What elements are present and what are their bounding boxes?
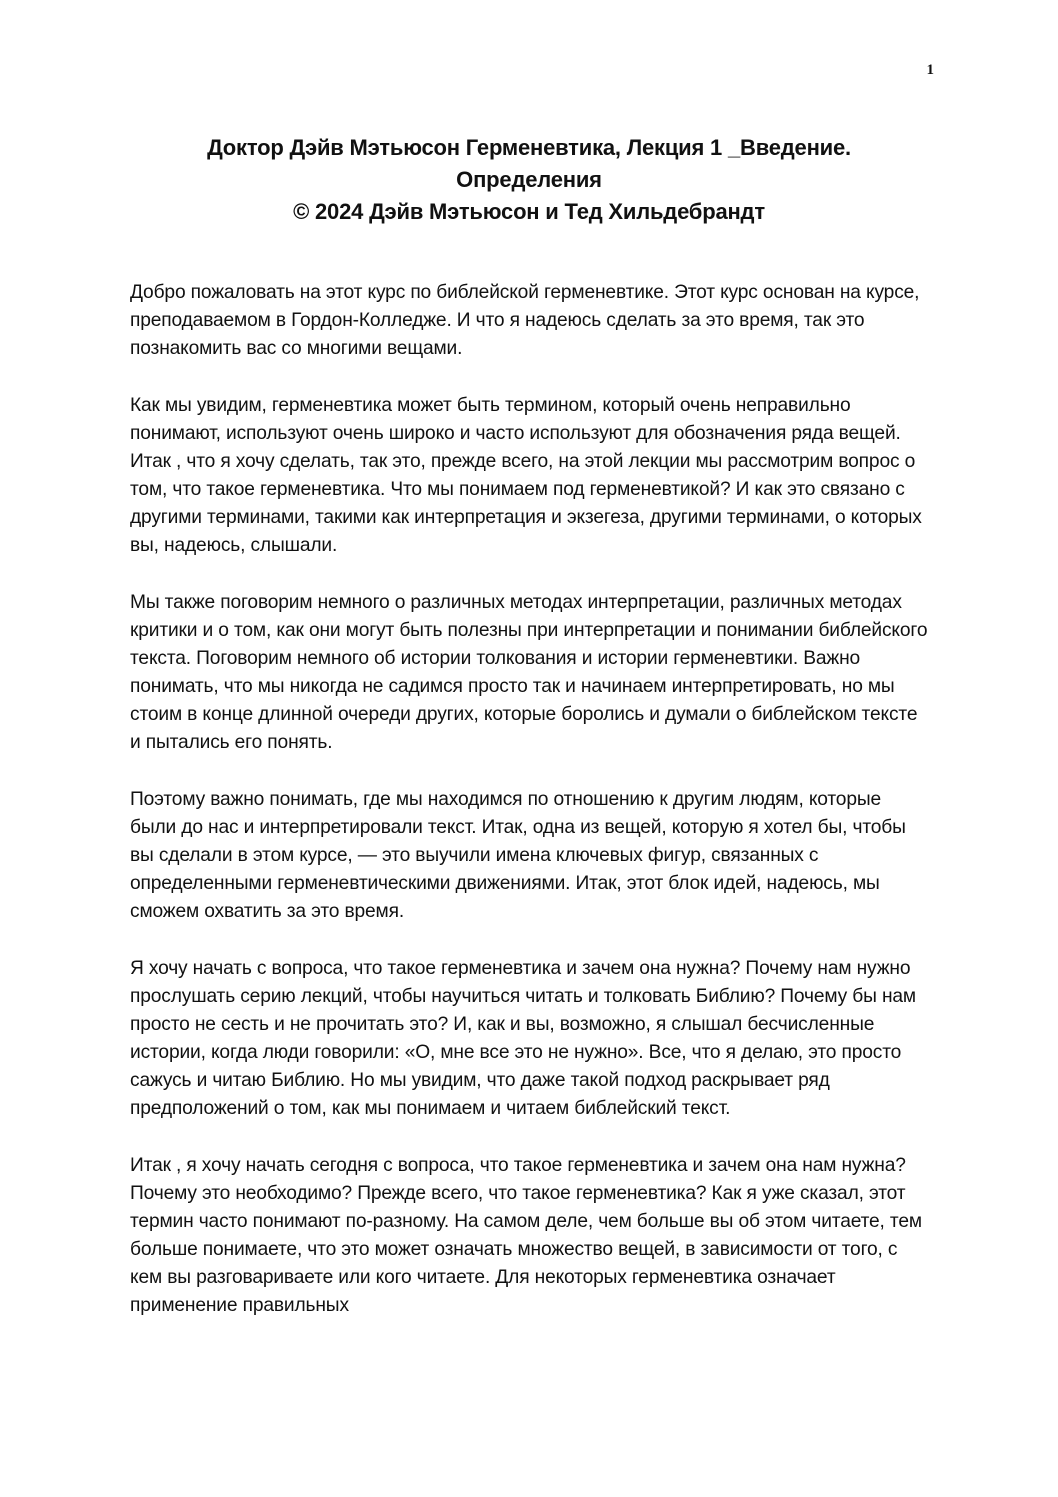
paragraph-3: Мы также поговорим немного о различных методах интерпретации, различных методах критики и о том, как они могут быть полезны при интерпретации и понимании библейского текста. Поговорим немного об истории толкования и истории герменевтики. Важно понимать, что мы никогда не садимся просто так и начинаем интерпретировать, но мы стоим в конце длинной очереди других, которые боролись и думали о библейском тексте и пытались его понять. bbox=[130, 592, 928, 753]
title-line-2: Определения bbox=[456, 167, 602, 192]
paragraph-2: Как мы увидим, герменевтика может быть термином, который очень неправильно понимают, используют очень широко и часто используют для обозначения ряда вещей. Итак , что я хочу сделать, так это, прежде всего, на этой лекции мы рассмотрим вопрос о том, что такое герменевтика. Что мы понимаем под герменевтикой? И как это связано с другими терминами, такими как интерпретация и экзегеза, другими терминами, о которых вы, надеюсь, слышали. bbox=[130, 395, 922, 556]
paragraph-5: Я хочу начать с вопроса, что такое герменевтика и зачем она нужна? Почему нам нужно прослушать серию лекций, чтобы научиться читать и толковать Библию? Почему бы нам просто не сесть и не прочитать это? И, как и вы, возможно, я слышал бесчисленные истории, когда люди говорили: «О, мне все это не нужно». Все, что я делаю, это просто сажусь и читаю Библию. Но мы увидим, что даже такой подход раскрывает ряд предположений о том, как мы понимаем и читаем библейский текст. bbox=[130, 958, 916, 1119]
title-line-1: Доктор Дэйв Мэтьюсон Герменевтика, Лекция 1 _Введение. bbox=[207, 135, 851, 160]
title-line-3: © 2024 Дэйв Мэтьюсон и Тед Хильдебрандт bbox=[293, 199, 765, 224]
page-number: 1 bbox=[926, 62, 934, 78]
document-title bbox=[100, 132, 958, 228]
paragraph-6: Итак , я хочу начать сегодня с вопроса, что такое герменевтика и зачем она нам нужна? Почему это необходимо? Прежде всего, что такое герменевтика? Как я уже сказал, этот термин часто понимают по-разному. На самом деле, чем больше вы об этом читаете, тем больше понимаете, что это может означать множество вещей, в зависимости от того, с кем вы разговариваете или кого читаете. Для некоторых герменевтика означает применение правильных bbox=[130, 1155, 922, 1316]
paragraph-4: Поэтому важно понимать, где мы находимся по отношению к другим людям, которые были до нас и интерпретировали текст. Итак, одна из вещей, которую я хотел бы, чтобы вы сделали в этом курсе, — это выучили имена ключевых фигур, связанных с определенными герменевтическими движениями. Итак, этот блок идей, надеюсь, мы сможем охватить за это время. bbox=[130, 789, 906, 922]
paragraph-1: Добро пожаловать на этот курс по библейской герменевтике. Этот курс основан на курсе, преподаваемом в Гордон-Колледже. И что я надеюсь сделать за это время, так это познакомить вас со многими вещами. bbox=[130, 282, 920, 359]
document-body bbox=[130, 279, 930, 1320]
